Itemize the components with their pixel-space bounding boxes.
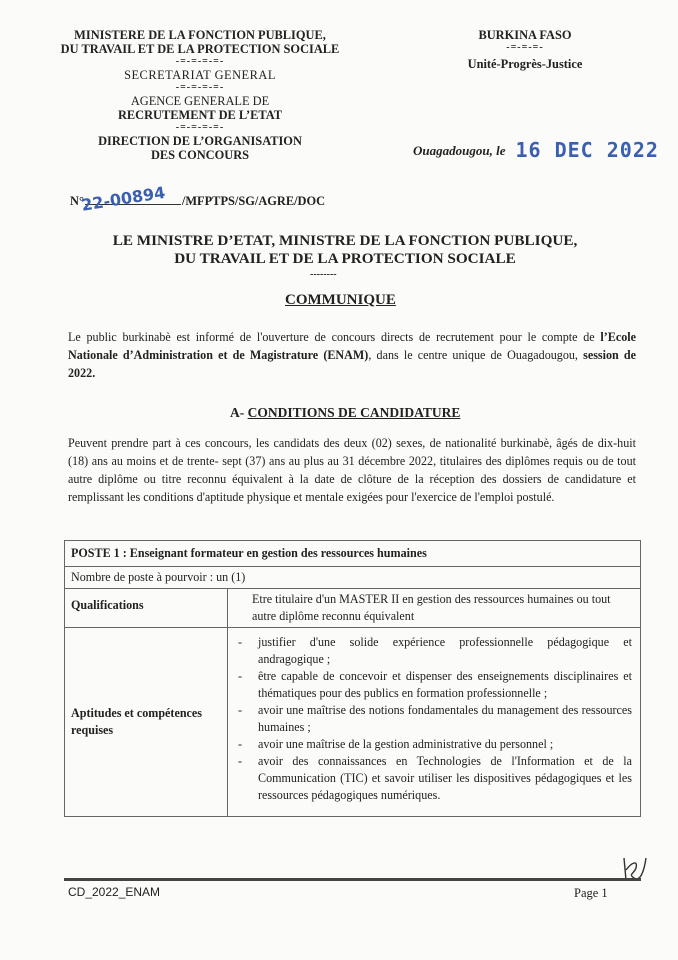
date-stamp: 16 DEC 2022: [515, 138, 659, 162]
aptitudes-cell: [228, 628, 641, 817]
qualifications-text: Etre titulaire d'un MASTER II en gestion des ressources humaines ou tout autre diplôme reconnu équivalent: [228, 589, 641, 628]
ministry-name-line1: MINISTERE DE LA FONCTION PUBLIQUE,: [74, 28, 326, 42]
agency-name-line1: AGENCE GENERALE DE: [130, 94, 270, 108]
poste-table: [64, 540, 641, 817]
date-place: Ouagadougou, le: [413, 143, 506, 158]
section-a-heading: [230, 405, 460, 421]
reference-prefix: N°: [70, 194, 84, 208]
list-item: - justifier d'une solide expérience professionnelle pédagogique et andragogique ;: [236, 634, 632, 668]
page-number: Page 1: [574, 886, 608, 900]
ministry-header: [40, 28, 360, 162]
intro-session: session de 2022.: [68, 348, 636, 380]
separator: -=-=-=-=-: [175, 122, 225, 133]
qualifications-label: Qualifications: [65, 589, 228, 628]
intro-paragraph: [68, 328, 636, 382]
section-a-title: CONDITIONS DE CANDIDATURE: [247, 405, 461, 420]
minister-title: [60, 232, 630, 268]
table-row: [65, 567, 641, 589]
reference-suffix: /MFPTPS/SG/AGRE/DOC: [181, 194, 326, 208]
section-a-text: Peuvent prendre part à ces concours, les candidats des deux (02) sexes, de nationalité burkinabè, âgés de dix-huit (18) ans au moins et de trente- sept (37) ans au plus au 31 décembre 2022, titulaires des diplômes requis ou de tout autre diplôme ou titre reconnu équivalent à la date de clôture de la réception des dossiers de candidature et remplissant les conditions d'aptitude physique et mentale exigées pour l'exercice de l'emploi postulé.: [68, 436, 636, 504]
list-item: - avoir des connaissances en Technologies de l'Information et de la Communication (TIC) et savoir utiliser les dispositives pédagogiques et les ressources pédagogiques numériques.: [236, 753, 632, 804]
agency-name-line2: RECRUTEMENT DE L’ETAT: [117, 108, 283, 122]
country-name: BURKINA FASO: [478, 28, 572, 42]
intro-text-a: Le public burkinabè est informé de l'ouverture de concours directs de recrutement pour le compte de: [68, 330, 601, 344]
list-item: - avoir une maîtrise de la gestion administrative du personnel ;: [236, 736, 632, 753]
direction-name-line1: DIRECTION DE L’ORGANISATION: [98, 134, 302, 148]
direction-name-line2: DES CONCOURS: [150, 148, 250, 162]
national-motto: Unité-Progrès-Justice: [467, 57, 583, 71]
positions-count: Nombre de poste à pourvoir : un (1): [65, 567, 641, 589]
intro-text-b: , dans le centre unique de Ouagadougou,: [368, 348, 584, 362]
country-header: [455, 28, 595, 71]
table-row: [65, 589, 641, 628]
aptitudes-label: Aptitudes et compétences requises: [65, 628, 228, 817]
table-row: [65, 541, 641, 567]
minister-title-line2: DU TRAVAIL ET DE LA PROTECTION SOCIALE: [174, 250, 516, 267]
intro-school-name: l’Ecole Nationale d’Administration et de Magistrature (ENAM): [68, 330, 636, 362]
list-item: - avoir une maîtrise des notions fondamentales du management des ressources humaines ;: [236, 702, 632, 736]
communique-title: COMMUNIQUE: [285, 292, 396, 308]
section-a-prefix: A-: [230, 405, 245, 420]
minister-title-line1: LE MINISTRE D’ETAT, MINISTRE DE LA FONCTION PUBLIQUE,: [112, 232, 578, 249]
secretariat-name: SECRETARIAT GENERAL: [124, 68, 276, 82]
separator: -=-=-=-: [506, 42, 544, 53]
separator: -=-=-=-=-: [175, 56, 225, 67]
table-row: [65, 628, 641, 817]
separator: -=-=-=-=-: [175, 82, 225, 93]
list-item: - être capable de concevoir et dispenser des enseignements disciplinaires et thématiques pour des publics en formation professionnelle ;: [236, 668, 632, 702]
poste-title: POSTE 1 : Enseignant formateur en gestion des ressources humaines: [65, 541, 641, 567]
ministry-name-line2: DU TRAVAIL ET DE LA PROTECTION SOCIALE: [60, 42, 340, 56]
handwritten-reference: 22-00894: [80, 182, 167, 215]
aptitudes-list: [236, 634, 632, 804]
date-line: [413, 138, 659, 162]
document-code: CD_2022_ENAM: [68, 885, 161, 899]
footer-divider: [64, 878, 641, 881]
title-separator: --------: [310, 269, 337, 280]
